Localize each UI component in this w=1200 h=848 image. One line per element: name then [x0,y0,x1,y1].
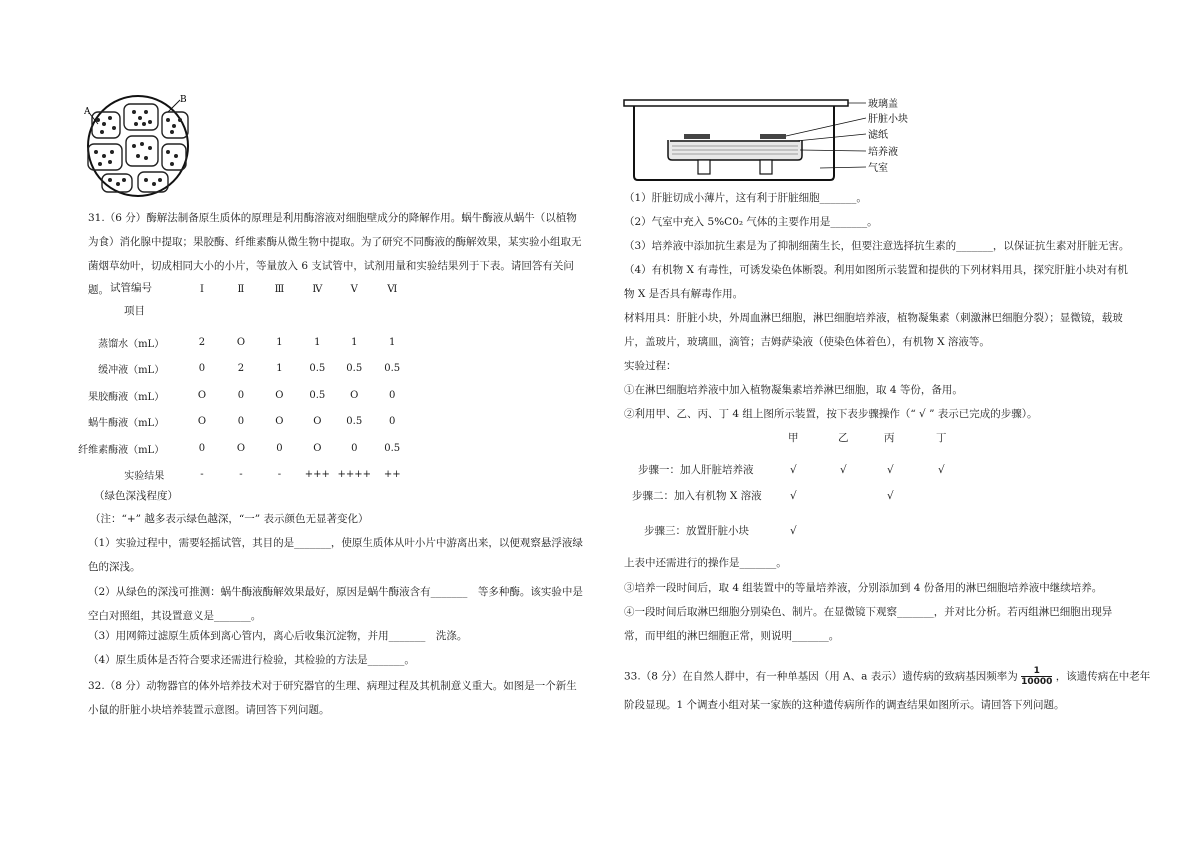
q32-sub4: （4）有机物 X 有毒性，可诱发染色体断裂。利用如图所示装置和提供的下列材料用具，探究肝脏小块对有机物 X 是否具有解毒作用。 [624,264,1128,300]
q32-step-c: ③培养一段时间后，取 4 组装置中的等量培养液，分别添加到 4 份备用的淋巴细胞培养液中继续培养。 [624,582,1103,594]
table-row: 蜗牛酶液（mL） O 0 O O 0.5 0 [88,416,396,430]
table-row: 蒸馏水（mL） 2 O 1 1 1 1 [98,336,396,350]
group-header: 丁 [936,432,947,444]
q31-table-header-label: 试管编号 [110,282,152,294]
q33-intro: 33.（8 分）在自然人群中，有一种单基因（用 A、a 表示）遗传病的致病基因频率为 $\frac{1}{10000}$ ，该遗传病在中老年 [624,666,1151,687]
group-header: 丙 [884,432,895,444]
label-a: A [84,107,91,117]
q31-sub2: （2）从绿色的深浅可推测：蜗牛酶液酶解效果最好，原因是蜗牛酶液含有_______ 等多种酶。该实验中是空白对照组，其设置意义是_______。 [88,586,583,622]
culture-apparatus-diagram [620,94,920,186]
q32-intro: 32.（8 分）动物器官的体外培养技术对于研究器官的生理、病理过程及其机制意义重大。如图是一个新生小鼠的肝脏小块培养装置示意图。请回答下列问题。 [88,680,577,716]
label-culture-medium: 培养液 [868,147,898,158]
q32-after-table: 上表中还需进行的操作是_______。 [624,557,787,569]
q32-sub1: （1）肝脏切成小薄片，这有利于肝脏细胞_______。 [624,192,867,204]
label-b: B [180,95,187,105]
q31-table-header-sub: 项目 [124,305,145,317]
label-filter-paper: 滤纸 [868,130,888,141]
table-row: 实验结果 - - - +++ ++++ ++ [124,469,401,483]
q31-sub4: （4）原生质体是否符合要求还需进行检验，其检验的方法是_______。 [88,654,415,666]
label-liver-piece: 肝脏小块 [868,114,908,125]
col-header: Ⅰ [199,283,204,295]
col-header: Ⅲ [274,283,285,295]
col-header: Ⅱ [237,283,245,295]
q32-step-b: ②利用甲、乙、丙、丁 4 组上图所示装置，按下表步骤操作（“ √ ” 表示已完成的步骤）。 [624,408,1038,420]
q32-sub2: （2）气室中充入 5%C0₂ 气体的主要作用是_______。 [624,216,878,228]
q32-step-a: ①在淋巴细胞培养液中加入植物凝集素培养淋巴细胞，取 4 等份，备用。 [624,384,963,396]
q32-process-title: 实验过程： [624,360,677,372]
q32-sub3: （3）培养液中添加抗生素是为了抑制细菌生长，但要注意选择抗生素的_______，以保证抗生素对肝脏无害。 [624,240,1130,252]
q32-step-d: ④一段时间后取淋巴细胞分别染色、制片。在显微镜下观察_______，并对比分析。若丙组淋巴细胞出现异常，而甲组的淋巴细胞正常，则说明_______。 [624,606,1113,642]
q31-experiment-table [72,276,412,488]
table-row: 缓冲液（mL） 0 2 1 0.5 0.5 0.5 [98,363,401,377]
col-header: Ⅴ [350,283,358,295]
col-header: Ⅵ [387,283,398,295]
label-glass-lid: 玻璃盖 [868,99,898,110]
q32-materials: 材料用具：肝脏小块，外周血淋巴细胞，淋巴细胞培养液，植物凝集素（刺激淋巴细胞分裂）；显微镜，载玻片，盖玻片，玻璃皿，滴管；吉姆萨染液（使染色体着色），有机物 X 溶液等。 [624,312,1123,348]
q31-sub1: （1）实验过程中，需要轻摇试管，其目的是_______，使原生质体从叶小片中游离出来，以便观察悬浮液绿色的深浅。 [88,537,583,573]
table-row: 果胶酶液（mL） O 0 O 0.5 O 0 [88,389,396,403]
group-header: 甲 [788,432,799,444]
q33-line2: 阶段显现。1 个调查小组对某一家族的这种遗传病所作的调查结果如图所示。请回答下列问题。 [624,699,1065,711]
q31-note: （注：“+” 越多表示绿色越深，“一” 表示颜色无显著变化） [90,513,369,525]
label-air-chamber: 气室 [868,163,888,174]
group-header: 乙 [838,432,849,444]
q31-intro: 31.（6 分）酶解法制备原生质体的原理是利用酶溶液对细胞壁成分的降解作用。蜗牛酶液从蜗牛（以植物为食）消化腺中提取；果胶酶、纤维素酶从微生物中提取。为了研究不同酶液的酶解效果，某实验小组取无菌烟草幼叶，切成相同大小的小片，等量放入 6 支试管中，试剂用量和实验结果列于下表。请回答有关问题。 [88,212,582,296]
q31-result-sub: （绿色深浅程度） [94,490,178,502]
gene-frequency-fraction: $\frac{1}{10000}$ [1021,666,1053,687]
q31-table-header-row [72,276,412,303]
table-row: 纤维素酶液（mL） 0 O 0 O 0 0.5 [78,442,401,456]
q31-sub3: （3）用网筛过滤原生质体到离心管内，离心后收集沉淀物，并用_______ 洗涤。 [88,630,468,642]
col-header: Ⅳ [312,283,323,295]
cell-diagram [84,94,196,198]
